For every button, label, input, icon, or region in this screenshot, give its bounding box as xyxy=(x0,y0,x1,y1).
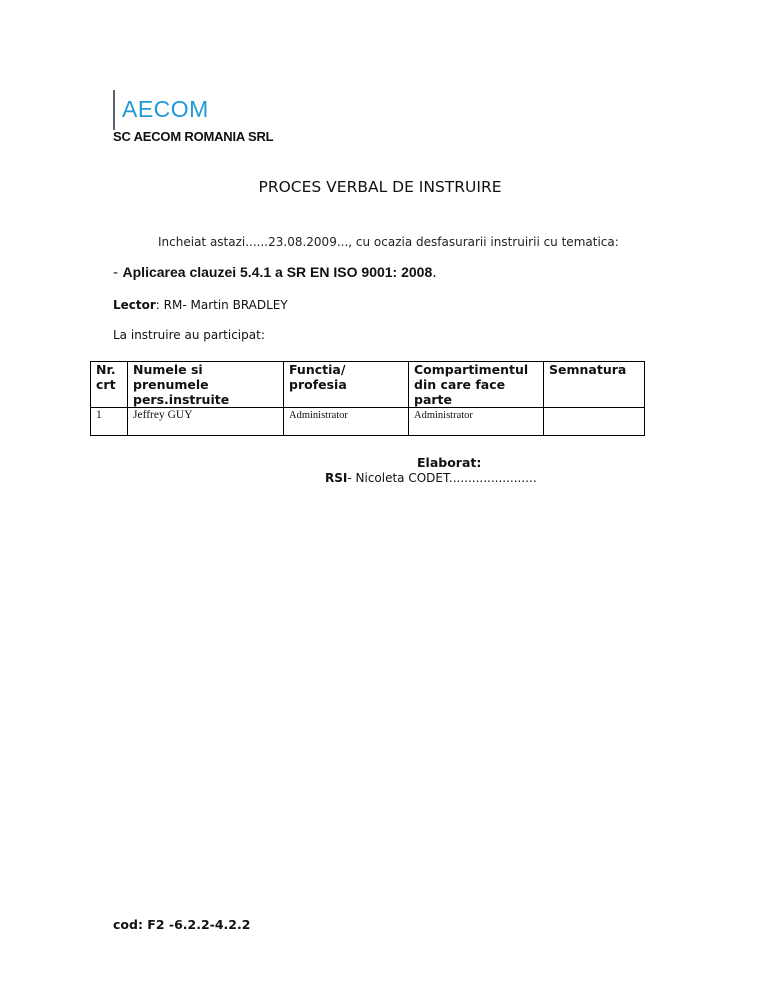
table-row xyxy=(91,408,645,436)
header-signature xyxy=(544,362,645,408)
cell-nr: 1 xyxy=(91,408,128,436)
rsi-label: RSI xyxy=(325,471,348,485)
lector-value: : RM- Martin BRADLEY xyxy=(155,298,288,312)
header-line: Compartimentul xyxy=(414,362,529,377)
topic-prefix: - xyxy=(113,265,123,281)
rsi-value: - Nicoleta CODET....................... xyxy=(347,471,537,485)
header-line: Numele si xyxy=(133,362,203,377)
aecom-logo: AECOM xyxy=(122,96,209,122)
header-name xyxy=(128,362,284,408)
header-line: Functia/ xyxy=(289,362,346,377)
cell-name: Jeffrey GUY xyxy=(128,408,284,436)
topic-text: Aplicarea clauzei 5.4.1 a SR EN ISO 9001: 2008 xyxy=(122,264,433,280)
header-nr-crt xyxy=(91,362,128,408)
header-line: crt xyxy=(96,377,116,392)
header-line: pers.instruite xyxy=(133,392,230,407)
cell-department: Administrator xyxy=(409,408,544,436)
table-header-row xyxy=(91,362,645,408)
header-line: Nr. xyxy=(96,362,116,377)
rsi-line xyxy=(325,471,537,485)
intro-paragraph: Incheiat astazi......23.08.2009..., cu ocazia desfasurarii instruirii cu tematica: xyxy=(158,235,619,249)
header-line: prenumele xyxy=(133,377,209,392)
logo-bar xyxy=(113,90,115,130)
header-line: parte xyxy=(414,392,453,407)
cell-function: Administrator xyxy=(284,408,409,436)
topic-suffix: . xyxy=(432,265,437,281)
lector-line xyxy=(113,298,288,312)
elaborat-label: Elaborat: xyxy=(417,455,482,470)
participants-label: La instruire au participat: xyxy=(113,328,265,342)
header-line: Semnatura xyxy=(549,362,627,377)
header-function xyxy=(284,362,409,408)
lector-label: Lector xyxy=(113,298,156,312)
document-title: PROCES VERBAL DE INSTRUIRE xyxy=(258,178,502,196)
header-department xyxy=(409,362,544,408)
header-line: din care face xyxy=(414,377,506,392)
participants-table xyxy=(90,361,645,436)
company-name: SC AECOM ROMANIA SRL xyxy=(113,129,274,144)
document-code: cod: F2 -6.2.2-4.2.2 xyxy=(113,917,251,932)
training-topic xyxy=(113,264,437,281)
header-line: profesia xyxy=(289,377,347,392)
cell-signature xyxy=(544,408,645,436)
